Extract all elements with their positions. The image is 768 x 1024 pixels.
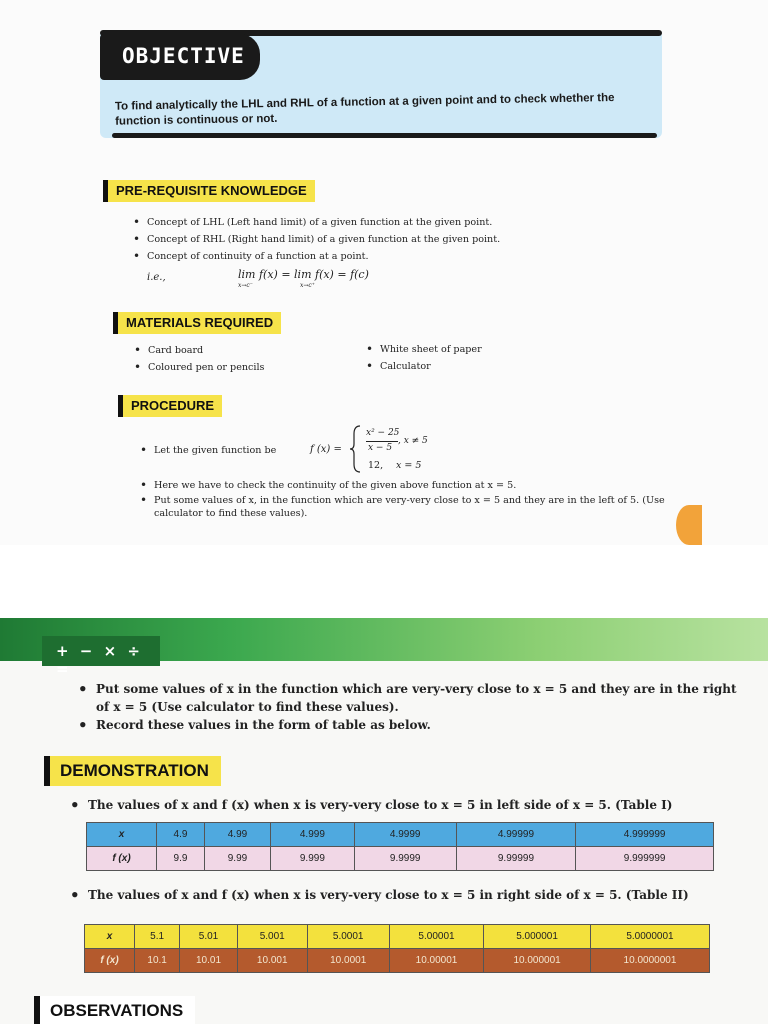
list-item: • Let the given function be: [140, 442, 340, 459]
table-cell: x: [85, 925, 135, 949]
table-cell: 10.0001: [307, 949, 389, 973]
fx-label: f (x) =: [310, 444, 342, 455]
table-cell: 9.9: [157, 847, 205, 871]
table-cell: 4.9: [157, 823, 205, 847]
table2-caption-list: [70, 886, 750, 904]
table-row: [85, 949, 710, 973]
case1-condition: , x ≠ 5: [398, 436, 428, 446]
table-cell: 9.99: [205, 847, 271, 871]
procedure-list: [140, 477, 680, 520]
table-row: [85, 925, 710, 949]
case1-denominator: x − 5: [368, 443, 393, 453]
list-item: • Concept of RHL (Right hand limit) of a given function at the given point.: [133, 231, 693, 248]
list-item: • Card board: [134, 342, 334, 359]
procedure-title: PROCEDURE: [118, 395, 222, 417]
page-tab-decoration: [676, 505, 702, 545]
list-item: • Here we have to check the continuity of the given above function at x = 5.: [140, 477, 680, 494]
limit-formula: lim f(x) = lim f(x) = f(c): [238, 268, 369, 281]
case1-numerator: x² − 25: [366, 428, 400, 438]
materials-left-list: [134, 342, 334, 376]
table-cell: 9.999: [270, 847, 354, 871]
table-cell: 9.9999: [354, 847, 456, 871]
table-cell: 4.9999: [354, 823, 456, 847]
list-item: • Put some values of x in the function which are very-very close to x = 5 and they are in the right of x = 5 (Use calculator to find these values).: [78, 680, 750, 716]
table-cell: 10.001: [237, 949, 307, 973]
limit-sub-left: x→c⁻: [238, 282, 253, 289]
table-cell: 10.000001: [484, 949, 591, 973]
table-row: [87, 823, 714, 847]
table-cell: 10.00001: [389, 949, 483, 973]
list-item: • Concept of continuity of a function at a point.: [133, 248, 693, 265]
list-item: • Calculator: [366, 358, 566, 375]
table-cell: 5.0001: [307, 925, 389, 949]
table-cell: 9.999999: [576, 847, 714, 871]
piecewise-brace: [348, 424, 362, 474]
case2-value: 12,: [368, 460, 384, 471]
table-cell: x: [87, 823, 157, 847]
table-cell: 4.99999: [456, 823, 576, 847]
materials-right-list: [366, 341, 566, 375]
demonstration-title: DEMONSTRATION: [44, 756, 221, 786]
table1-caption-list: [70, 796, 750, 814]
math-symbols-tab: + − × ÷ =: [42, 636, 160, 666]
table-row: [87, 847, 714, 871]
table1-caption: • The values of x and f (x) when x is very-very close to x = 5 in left side of x = 5. (Table I): [70, 796, 750, 814]
page2-list: [78, 680, 750, 734]
table-cell: 10.01: [180, 949, 238, 973]
objective-bottom-bar: [112, 133, 657, 138]
fraction-bar: [366, 441, 398, 442]
limit-sub-right: x→c⁺: [300, 282, 315, 289]
prereq-list: [133, 214, 693, 265]
list-item: • Coloured pen or pencils: [134, 359, 334, 376]
observations-title: OBSERVATIONS: [34, 996, 195, 1024]
list-item: • Record these values in the form of table as below.: [78, 716, 750, 734]
table-cell: 4.99: [205, 823, 271, 847]
table-cell: f (x): [87, 847, 157, 871]
table-cell: f (x): [85, 949, 135, 973]
table-right-values: [84, 924, 710, 973]
table-cell: 5.01: [180, 925, 238, 949]
table-cell: 9.99999: [456, 847, 576, 871]
ie-label: i.e.,: [147, 272, 166, 283]
objective-text: To find analytically the LHL and RHL of a function at a given point and to check whether the function is continuous or not.: [114, 91, 615, 128]
list-item: • White sheet of paper: [366, 341, 566, 358]
table-cell: 5.0000001: [590, 925, 709, 949]
prereq-title: PRE-REQUISITE KNOWLEDGE: [103, 180, 315, 202]
materials-title: MATERIALS REQUIRED: [113, 312, 281, 334]
table-cell: 5.1: [135, 925, 180, 949]
table2-caption: • The values of x and f (x) when x is very-very close to x = 5 in right side of x = 5. (Table II): [70, 886, 750, 904]
table-cell: 10.1: [135, 949, 180, 973]
table-cell: 5.000001: [484, 925, 591, 949]
table-cell: 4.999999: [576, 823, 714, 847]
table-cell: 5.00001: [389, 925, 483, 949]
table-cell: 4.999: [270, 823, 354, 847]
table-cell: 5.001: [237, 925, 307, 949]
case2-condition: x = 5: [396, 460, 422, 471]
list-item: • Put some values of x, in the function which are very-very close to x = 5 and they are in the left of 5. (Use calculator to find these values).: [140, 494, 680, 520]
list-item: • Concept of LHL (Left hand limit) of a given function at the given point.: [133, 214, 693, 231]
table-cell: 10.0000001: [590, 949, 709, 973]
objective-title: OBJECTIVE: [100, 34, 260, 80]
table-left-values: [86, 822, 714, 871]
